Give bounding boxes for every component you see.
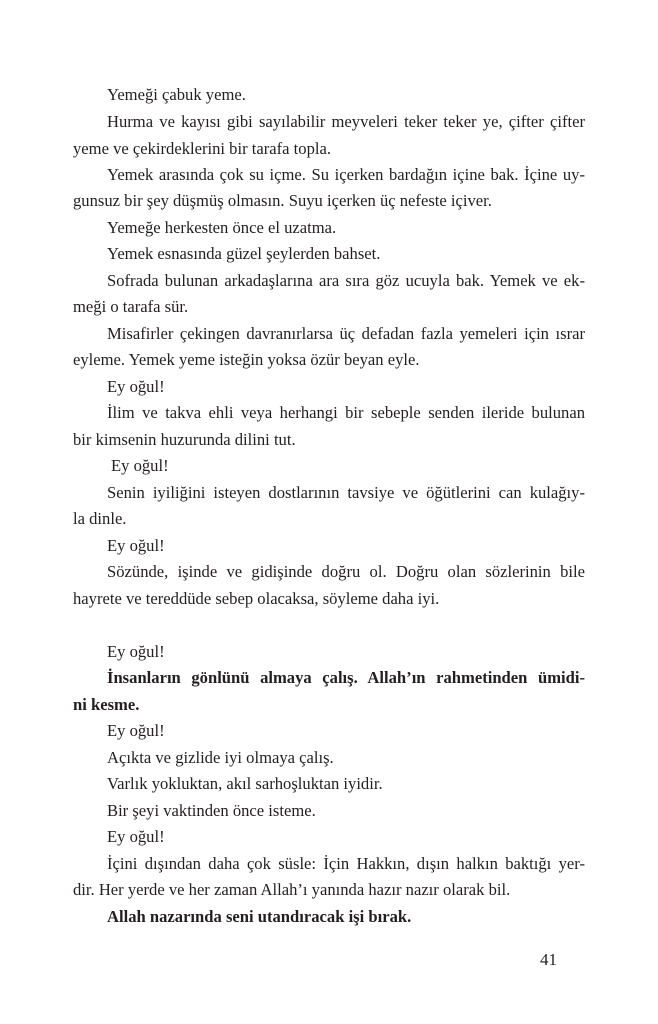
text-line: Yemeğe herkesten önce el uzatma.: [107, 218, 337, 237]
text-line: Hurma ve kayısı gibi sayılabilir meyveleri teker teker ye, çifter çifter: [107, 112, 585, 131]
page-number: 41: [540, 950, 557, 969]
bold-text-line: İnsanların gönlünü almaya çalış. Allah’ın rahmetinden ümidi-: [107, 668, 585, 687]
text-line: bir kimsenin huzurunda dilini tut.: [73, 430, 296, 449]
text-line: Bir şeyi vaktinden önce isteme.: [107, 801, 316, 820]
text-line: dir. Her yerde ve her zaman Allah’ı yanında hazır nazır olarak bil.: [73, 880, 511, 899]
text-line: Sofrada bulunan arkadaşlarına ara sıra göz ucuyla bak. Yemek ve ek-: [107, 271, 585, 290]
text-line: Ey oğul!: [107, 377, 165, 396]
text-line: hayrete ve tereddüde sebep olacaksa, söyleme daha iyi.: [73, 589, 440, 608]
text-line: gunsuz bir şey düşmüş olmasın. Suyu içerken üç nefeste içiver.: [73, 191, 492, 210]
text-line: eyleme. Yemek yeme isteğin yoksa özür beyan eyle.: [73, 350, 420, 369]
text-line: Ey oğul!: [107, 827, 165, 846]
text-line: Açıkta ve gizlide iyi olmaya çalış.: [107, 748, 334, 767]
text-line: Ey oğul!: [107, 721, 165, 740]
text-line: İlim ve takva ehli veya herhangi bir sebeple senden ileride bulunan: [107, 403, 585, 422]
text-line: Ey oğul!: [111, 456, 169, 475]
text-line: Yemeği çabuk yeme.: [107, 85, 246, 104]
text-line: Ey oğul!: [107, 642, 165, 661]
text-line: Senin iyiliğini isteyen dostlarının tavsiye ve öğütlerini can kulağıy-: [107, 483, 585, 502]
text-line: Yemek esnasında güzel şeylerden bahset.: [107, 244, 381, 263]
text-line: Yemek arasında çok su içme. Su içerken bardağın içine bak. İçine uy-: [107, 165, 585, 184]
text-line: İçini dışından daha çok süsle: İçin Hakkın, dışın halkın baktığı yer-: [107, 854, 585, 873]
text-line: meği o tarafa sür.: [73, 297, 189, 316]
text-line: Sözünde, işinde ve gidişinde doğru ol. Doğru olan sözlerinin bile: [107, 562, 585, 581]
text-line: yeme ve çekirdeklerini bir tarafa topla.: [73, 139, 331, 158]
text-line: Ey oğul!: [107, 536, 165, 555]
text-line: la dinle.: [73, 509, 127, 528]
text-line: Varlık yokluktan, akıl sarhoşluktan iyidir.: [107, 774, 383, 793]
bold-text-line: ni kesme.: [73, 695, 140, 714]
bold-text-line: Allah nazarında seni utandıracak işi bırak.: [107, 907, 412, 926]
text-line: Misafirler çekingen davranırlarsa üç defadan fazla yemeleri için ısrar: [107, 324, 585, 343]
